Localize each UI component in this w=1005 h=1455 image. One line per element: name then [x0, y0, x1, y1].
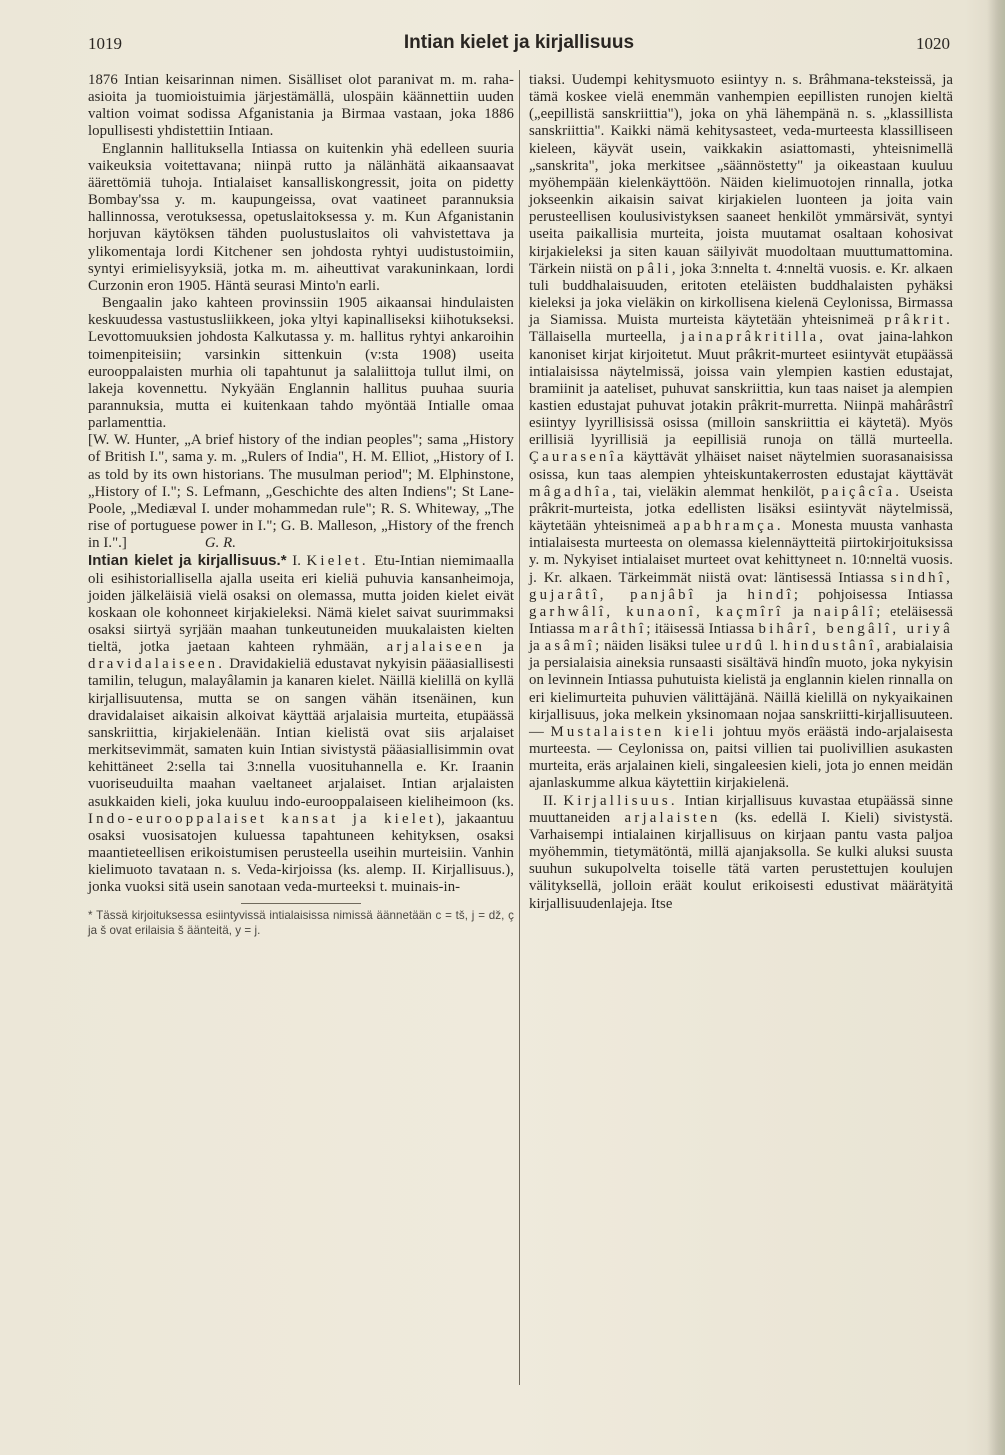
running-title: Intian kielet ja kirjallisuus [403, 32, 635, 53]
paragraph: 1876 Intian keisarinnan nimen. Sisälliset olot paranivat m. m. raha-asioita ja tuomioistuimia järjestämällä, ulospäin käännettiin uuden valtion voimat sodissa Afganistania ja Birmaa vastaan, joka 1886 lopullisesti yhdistettiin Intiaan. [88, 72, 514, 140]
paragraph-text: l. [770, 638, 779, 655]
paragraph-text: Useista prâkrit-murteista, jotka edellisten lisäksi esiintyvät näytelmissä, käytetään yhteisnimeä [529, 483, 954, 535]
bibliography [88, 432, 514, 552]
paragraph-text: , joka 3:nnelta t. 4:nneltä vuosis. e. Kr. alkaen tuli buddhalaisuuden, eritoten eteläisten buddhalaisten pyhäksi kieleksi ja joka vieläkin on kirkollisena kielenä Ceylonissa, Birmassa ja Siamissa. Muista murteista käytetään yhteisnimeä [529, 260, 953, 329]
paragraph-text: Dravidakieliä edustavat nykyisin pääasiallisesti tamilin, telugun, malayâlamin ja kanaren kielet. Näillä kielillä on kyllä kirjallisuutensa, mutta se on sangen vähän itsenäinen, kun dravidalaiset aikaisin alkoivat käyttää arjalaisia murteita, etupäässä sanskriittia, kirjakielenään. Intian kielistä ovat siis arjalaiset merkitsevimmät, samaten kuin Intian sivistystä pääasiallisimmin ovat kehittäneet 2:sella tai 3:nnella vuosituhannella e. Kr. Iraanin vuoriseuduilta maahan vaeltaneet arjalaiset. Intian arjalaisten asukkaiden kieli, joka kuuluu indo-eurooppalaiseen kieliheimoon (ks. [88, 656, 514, 810]
section-heading: Kielet. [306, 553, 369, 570]
paragraph [529, 72, 953, 793]
spaced-term: paiçâcîa. [821, 483, 903, 500]
page-header [88, 34, 950, 58]
page-number-right: 1020 [916, 34, 950, 53]
section-number: I. [292, 553, 301, 570]
page-edge-shadow [987, 0, 1005, 1455]
column-divider [519, 70, 520, 1385]
paragraph-text: ; pohjoisessa Intiassa [793, 586, 954, 603]
section-paragraph [529, 793, 953, 913]
paragraph-text: ; eteläisessä Intiassa [529, 603, 954, 637]
spaced-term: arjalaiseen [386, 639, 486, 656]
paragraph-text: ja [793, 603, 804, 620]
paragraph-text: ja [503, 639, 515, 656]
article-heading: Intian kielet ja kirjallisuus.* [88, 552, 287, 570]
spaced-term: sindhî, gujarâtî, panjâbî [529, 569, 953, 603]
spaced-term: arjalaisten [624, 809, 721, 826]
footnote-rule [241, 903, 361, 904]
paragraph-text: Monesta muusta vanhasta intialaisesta murteesta on olemassa kielennäytteitä piirtokirjoituksissa y. m. Nykyiset intialaiset murteet ovat kehittyneet n. 10:nneltä vuosis. j. Kr. alkaen. Tärkeimmät niistä ovat: läntisessä Intiassa [529, 518, 954, 586]
section-heading: Kirjallisuus. [563, 792, 678, 809]
paragraph-text: johtuu myös eräästä indo-arjalaisesta murteesta. — Ceylonissa on, paitsi villien tai puolivillien asukasten murteita, eräs arjalainen kieli, singaleesien kieli, jota jo ennen meidän ajanlaskumme alkua käytettiin kirjakielenä. [529, 723, 954, 792]
article-start [88, 552, 514, 896]
paragraph-text: (ks. edellä I. Kieli) sivistystä. Varhaisempi intialainen kirjallisuus on kirjaan pantu vasta paljoa myöhemmin, tietymätöntä, millä ajanjaksolla. Se kulki aluksi suusta suuhun sukupolvelta toiselle tätä varten perustettujen koulujen välityksellä, jolloin eräät koulut erikoisesti edustivat määrätyitä kirjallisuudenlajeja. Itse [529, 809, 954, 912]
spaced-term: hindustânî [782, 638, 877, 655]
author-signature: G. R. [204, 535, 236, 552]
spaced-term: mâgadhîa [529, 483, 613, 500]
spaced-term: hindî [747, 586, 794, 603]
spaced-term: Mustalaisten kieli [550, 723, 717, 740]
spaced-term: apabhramça. [673, 518, 784, 535]
spaced-term: urdû [725, 638, 766, 655]
right-column [529, 72, 953, 913]
section-number: II. [543, 792, 557, 809]
spaced-term: prâkrit. [884, 312, 954, 329]
paragraph-text: Tällaisella murteella, [529, 329, 667, 346]
paragraph-text: ; itäisessä Intiassa [646, 621, 755, 637]
paragraph-text: Intian kirjallisuus kuvastaa etupäässä sinne muuttaneiden [529, 792, 953, 826]
paragraph-text: , ovat jaina-lahkon kanoniset kirjat kirjoitetut. Muut prâkrit-murteet esiintyvät etupäässä intialaisissa näytelmissä, joissa vain ylempien kastien edustajat, bramiinit ja aateliset, puhuvat sanskriittia, kun taas naiset ja alempien kastien edustajat puhuvat jotakin prâkrit-murretta. Niinpä mahârâstrî esiintyy lyyrillisissä osissa (milloin sanskriittia ei käytetä). Myös erillisiä lyyrillisiä ja eepillisiä runoja on tällä murteella. [529, 329, 954, 449]
paragraph-text: , arabialaisia ja persialaisia aineksia runsaasti sisältävä hindîn muoto, joka nykyisin on levinnein Intiassa puhutuista kielistä ja englannin kielen rinnalla on eri kielimurteita puhuvien välittäjänä. Näillä kielillä on nykyaikainen kirjallisuus, joka melkein yksinomaan nojaa sanskriitti-kirjallisuuteen. — [529, 638, 954, 740]
paragraph: Englannin hallituksella Intiassa on kuitenkin yhä edelleen suuria vaikeuksia voitettavana; niinpä rutto ja nälänhätä aikaansaavat äärettömiä tuhoja. Intialaiset kansalliskongressit, joita on pidetty Bombay'ssa y. m. kaupungeissa, ovat vaatineet parannuksia hallinnossa, verotuksessa, opetuslaitoksessa y. m. Kun Afganistanin horjuvan käytöksen tähden puolustuslaitos oli vahvistettava ja ylikomentaja lordi Kitchener sen johdosta ryhtyi uudistustoimiin, syntyi erimielisyyksiä, jotka m. m. aiheuttivat varakuninkaan, lordi Curzonin eron 1905. Häntä seurasi Minto'n earli. [88, 140, 514, 294]
spaced-term: naipâlî [813, 603, 877, 620]
spaced-term: pâli [636, 260, 672, 277]
paragraph-text: ja [716, 586, 728, 603]
spaced-term: dravidalaiseen. [88, 656, 226, 673]
paragraph-text: ; näiden lisäksi tulee [595, 638, 721, 655]
paragraph-text: käyttävät ylhäiset naiset näytelmien suorasanaisissa osissa, kun taas alempien yhteiskuntakerrosten edustajat käyttävät [529, 449, 953, 483]
paragraph: Bengaalin jako kahteen provinssiin 1905 aikaansai hindulaisten keskuudessa vastustusliikkeen, joka yltyi kapinalliseksi kiihotukseksi. Levottomuuksien johdosta Kalkutassa y. m. hallitus ryhtyi ankaroihin toimenpiteisiin; varsinkin sittenkuin (v:sta 1908) useita eurooppalaisten murhia oli tapahtunut ja salaliittoja tullut ilmi, on lakeja kovennettu. Nykyään Englannin hallitus puuhaa suuria parannuksia, mutta ei kuitenkaan tahdo myöntää Intialle omaa parlamenttia. [88, 295, 514, 432]
spaced-term: garhwâlî, kunaonî, kaçmîrî [529, 603, 784, 620]
paragraph-text: , tai, vieläkin alemmat henkilöt, [612, 483, 815, 500]
page-number-left: 1019 [88, 34, 122, 53]
spaced-term: marâthî [578, 621, 647, 637]
spaced-term: jainaprâkritilla [680, 329, 820, 346]
footnote: * Tässä kirjoituksessa esiintyvissä intialaisissa nimissä äännetään c = tš, j = dž, ç ja š ovat erilaisia š äänteitä, y = j. [88, 908, 514, 937]
spaced-term: bihârî, bengâlî, uriyâ [758, 621, 953, 637]
paragraph-text: Etu-Intian niemimaalla oli esihistoriallisella ajalla useita eri kieliä puhuvia kansanheimoja, joiden jälkeläisiä vielä osaksi on olemassa, mutta joiden kielet eivät koskaan ole kohonneet kirjakieleksi. Nämä kielet saivat suurimmaksi osaksi siirtyä syrjään maahan tunkeutuneiden muukalaisten kielten tieltä, jotka jaetaan kahteen ryhmään, [88, 553, 515, 656]
bibliography-text: [W. W. Hunter, „A brief history of the indian peoples"; sama „History of British I.", sama y. m. „Rulers of India", H. M. Elliot, „History of I. as told by its own historians. The musulman period"; M. Elphinstone, „History of I."; S. Lefmann, „Geschichte des alten Indiens"; St Lane-Poole, „Mediæval I. under mohammedan rule"; R. S. Whiteway, „The rise of portuguese power in I."; G. B. Malleson, „History of the french in I.".] [88, 432, 514, 552]
paragraph-text: ), jakaantuu osaksi vuosisatojen kuluessa tapahtuneen kehityksen, osaksi maantieteellisen erikoistumisen perusteella useihin murteisiin. Vanhin kielimuoto tavataan n. s. Veda-kirjoissa (ks. alemp. II. Kirjallisuus.), jonka vuoksi sitä usein sanotaan veda-murteeksi t. muinais-in- [88, 810, 514, 896]
spaced-term: Çaurasenîa [529, 449, 627, 466]
paragraph-text: ja [529, 638, 540, 655]
left-column [88, 72, 514, 938]
paragraph-text: tiaksi. Uudempi kehitysmuoto esiintyy n. s. Brâhmana-teksteissä, ja tämä koskee vielä enemmän vanhempien eepillisten runojen kieltä („eepillistä sanskriittia"), joka on yhä lähempänä n. s. „klassillista sanskriittia". Kaikki nämä kehitysasteet, veda-murteesta klassilliseen kieleen, käyvät usein, vaikkakin asiattomasti, yhteisnimellä „sanskrita", joka merkitsee „säännöstetty" ja oikeastaan kuuluu myöhempään kielenkäyttöön. Näiden kielimuotojen rinnalla, jotka jokseenkin aikaisin saivat kirjakielen luonteen ja joita vain perusteellisen koulusivistyksen saaneet henkilöt ymmärsivät, syntyi useita paikallisia murteita, joista muutamat osaltaan kohosivat kirjakieleksi ja siten kauan säilyivät muodoltaan muuttumattomina. Tärkein niistä on [529, 72, 953, 277]
spaced-term: asâmî [544, 638, 596, 655]
cross-reference: Indo-eurooppalaiset kansat ja kielet [88, 810, 437, 827]
